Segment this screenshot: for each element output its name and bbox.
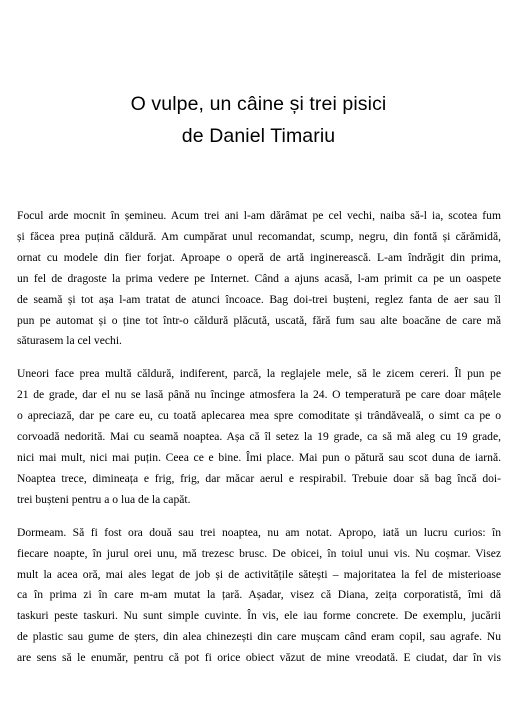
- document-author: de Daniel Timariu: [181, 125, 336, 147]
- paragraph-line: fiecare noapte, în jurul orei unu, mă trezesc brusc. De obicei, în toiul unui vis. Nu coșmar. Visez: [17, 546, 501, 560]
- document-body: [17, 206, 501, 681]
- paragraph-line: nici mai mult, nici mai puțin. Ceea ce e bine. Îmi place. Mai pun o pătură sau scot duna de iarnă.: [17, 450, 501, 464]
- paragraph-3: [17, 523, 501, 669]
- paragraph-line: mult la acea oră, mai ales legat de job și de activitățile sătești – majoritatea la fel de misterioase: [17, 567, 501, 581]
- paragraph-line: Noaptea trece, dimineața e frig, frig, dar măcar aerul e respirabil. Trebuie doar să bag încă doi-: [17, 471, 501, 485]
- title-block: [0, 88, 517, 152]
- paragraph-line: ca în prima zi în care m-am mutat la țară. Așadar, visez că Diana, zeița corporatistă, îmi dă: [17, 588, 501, 602]
- paragraph-line: 21 de grade, dar el nu se lasă până nu încinge atmosfera la 24. O temperatură pe care doar mâțele: [17, 388, 501, 402]
- paragraph-2: [17, 364, 501, 510]
- paragraph-line: corvoadă nedorită. Mai cu seamă noaptea. Așa că îl setez la 19 grade, ca să mă aleg cu 19 grade,: [17, 430, 501, 444]
- paragraph-line: săturasem la cel vechi.: [17, 334, 122, 348]
- paragraph-line: un fel de dragoste la prima vedere pe Internet. Când a ajuns acasă, l-am primit ca pe un oaspete: [17, 271, 501, 285]
- paragraph-line: taskuri peste taskuri. Nu sunt simple cuvinte. În vis, ele iau forme concrete. De exemplu, jucării: [17, 609, 501, 623]
- paragraph-line: Focul arde mocnit în șemineu. Acum trei ani l-am dărâmat pe cel vechi, naiba să-l ia, scotea fum: [17, 209, 501, 222]
- paragraph-line: de plastic sau gume de șters, din alea chinezești din care mușcam când eram copil, sau agrafe. Nu: [17, 630, 501, 644]
- paragraph-line: trei bușteni pentru a o lua de la capăt.: [17, 492, 191, 506]
- paragraph-line: are sens să le enumăr, pentru că pot fi orice obiect văzut de mine vreodată. E ciudat, dar în vis: [17, 651, 501, 665]
- paragraph-line: pun pe automat și o ține tot într-o căldură plăcută, uscată, fără fum sau alte boacăne de care mă: [17, 313, 501, 327]
- paragraph-line: de seamă și tot așa l-am tratat de atunci încoace. Bag doi-trei bușteni, reglez fanta de aer sau îl: [17, 292, 501, 306]
- paragraph-line: Dormeam. Să fi fost ora două sau trei noaptea, nu am notat. Apropo, iată un lucru curios: în: [17, 525, 501, 539]
- paragraph-line: o apreciază, dar pe care eu, cu toată aplecarea mea spre comoditate și trândăveală, o simt ca pe o: [17, 409, 501, 423]
- paragraph-1: [17, 206, 501, 352]
- paragraph-line: Uneori face prea multă căldură, indiferent, parcă, la reglajele mele, să le zicem cereri. Îl pun pe: [17, 367, 501, 381]
- document-title: O vulpe, un câine și trei pisici: [130, 93, 387, 115]
- paragraph-line: ornat cu modele din fier forjat. Aproape o operă de artă inginerească. L-am îndrăgit din prima,: [17, 250, 501, 264]
- paragraph-line: și făcea prea puțină căldură. Am cumpărat unul recomandat, scump, negru, din fontă și cărămidă,: [17, 229, 501, 243]
